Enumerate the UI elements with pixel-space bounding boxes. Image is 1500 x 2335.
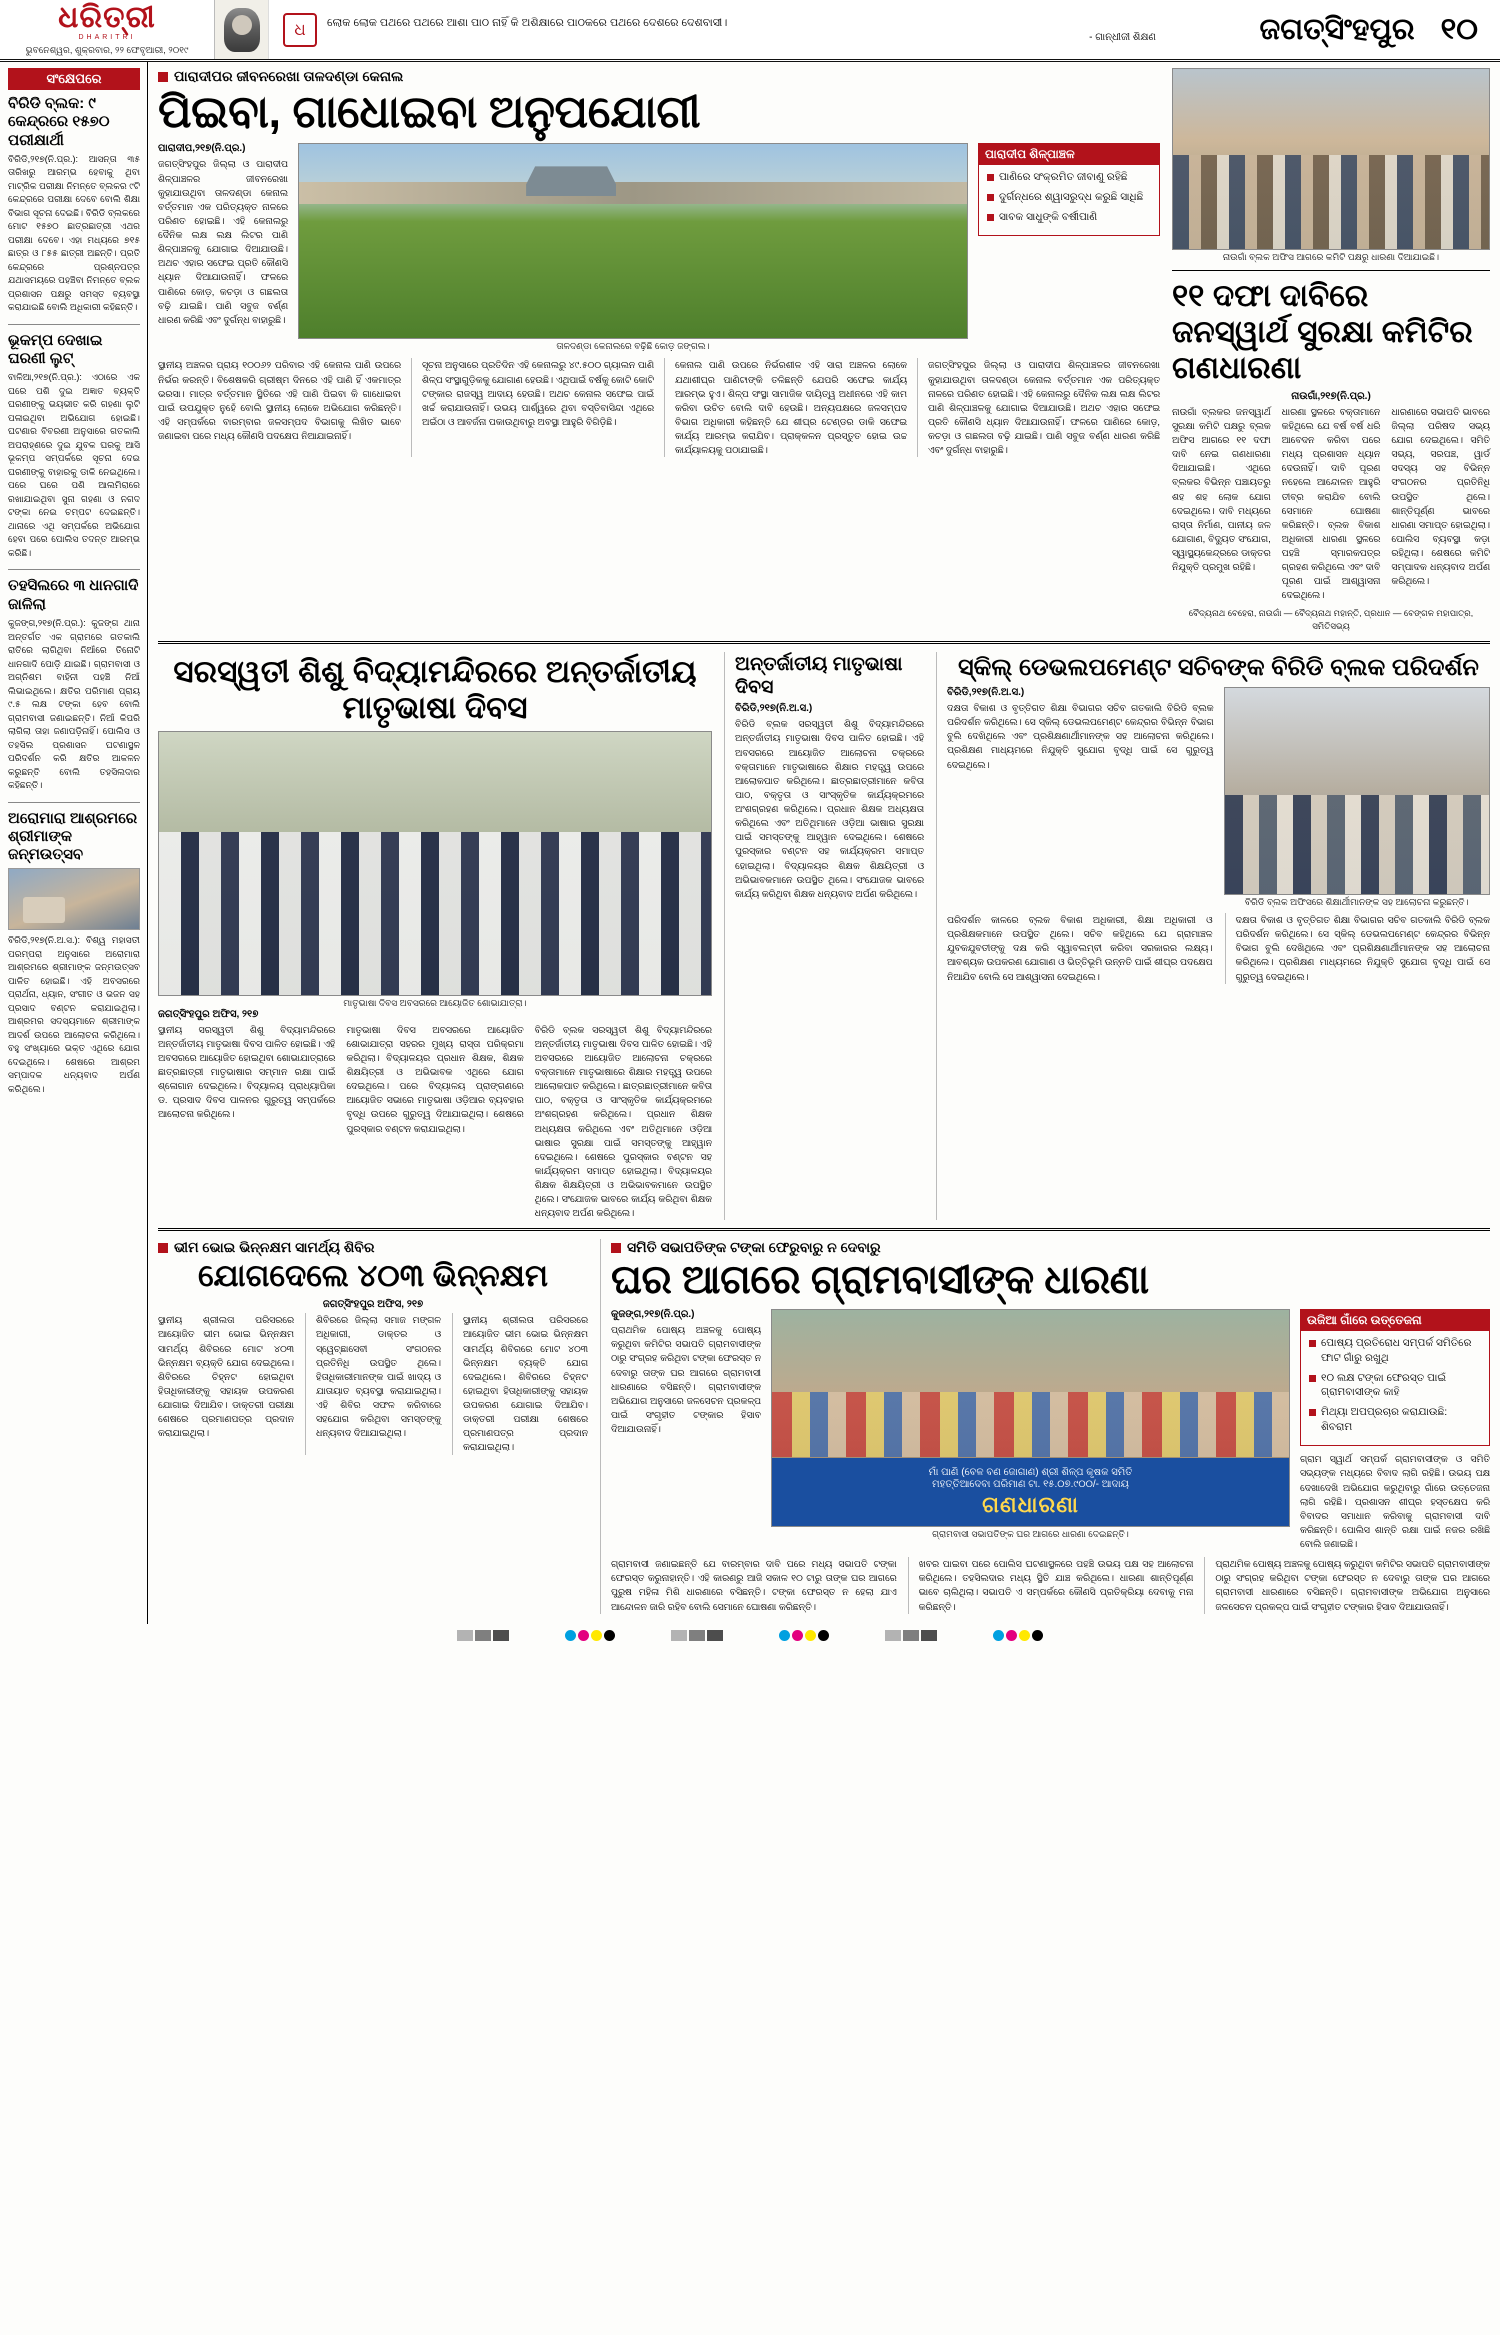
protest-banner [772,1458,1289,1526]
village-tension-item: ପୋଷ୍ୟ ପ୍ରତିରୋଧ ସମ୍ପର୍କ ସମିତିରେ ଫାଟ ଗାଁରୁ ରଖୁଥି [1309,1336,1481,1365]
saraswati-headline: ସରସ୍ୱତୀ ଶିଶୁ ବିଦ୍ୟାମନ୍ଦିରରେ ଅନ୍ତର୍ଜାତୀୟ ମାତୃଭାଷା ଦିବସ [173,653,697,725]
committee-dateline: ନାଉଗାଁ,୨୧୭(ନି.ପ୍ର.) [1291,390,1371,402]
canal-photo-caption: ତାଳଦଣ୍ଡା କେନାଲରେ ବଢ଼ିଛି କୋଡ଼ ଜଙ୍ଗଲ। [556,341,710,352]
village-tension-box-header: ଉଜିଆ ଗାଁରେ ଉତ୍ତେଜନା [1301,1310,1489,1331]
skill-text-2: ପରିଦର୍ଶନ କାଳରେ ବ୍ଲକ ବିକାଶ ଅଧିକାରୀ, ଶିକ୍ଷା ଅଧିକାରୀ ଓ ପ୍ରଶିକ୍ଷକମାନେ ଉପସ୍ଥିତ ଥିଲେ। ସଚିବ କହିଥିଲେ ଯେ ଗ୍ରାମାଞ୍ଚଳ ଯୁବକଯୁବତୀଙ୍କୁ ଦକ୍ଷ କରି ସ୍ୱାବଲମ୍ବୀ କରିବା ସରକାରର ଲକ୍ଷ୍ୟ। ଆବଶ୍ୟକ ଉପକରଣ ଯୋଗାଣ ଓ ଭିତ୍ତିଭୂମି ଉନ୍ନତି ପାଇଁ ଶୀଘ୍ର ପଦକ୍ଷେପ ନିଆଯିବ ବୋଲି ସେ ଆଶ୍ୱାସନା ଦେଇଥିଲେ। [947,915,1213,982]
yellow-dot-icon [1019,1630,1030,1641]
lead-dateline: ପାରାଦୀପ,୨୧୭(ନି.ପ୍ର.) [158,143,246,155]
committee-signatories: ବୈଦ୍ୟନାଥ ବେହେରା, ନାଉଗାଁ — ବୈଦ୍ୟନାଥ ମହାନ୍ତି, ପ୍ରଧାନ — ବେଙ୍ଗଳ ମହାପାତ୍ର, ସମିତିସଭ୍ୟ [1188,607,1474,631]
page-grid [0,62,1500,1624]
highlights-box-header: ପାରାଦୀପ ଶିଳ୍ପାଞ୍ଚଳ [979,144,1159,165]
masthead-quote [269,0,1170,59]
dharana-story [600,1239,1490,1613]
dharana-col-1 [611,1309,761,1551]
bhima-dateline: ଜଗତ୍‌ସିଂହପୁର ଅଫିସ, ୨୧୭ [322,1299,424,1311]
print-registration-bar [0,1624,1500,1651]
brief-body: କୁଜଙ୍ଗ,୨୧୭(ନି.ପ୍ର.): କୁଜଙ୍ଗ ଥାନା ଅନ୍ତର୍ଗତ ଏକ ଗ୍ରାମରେ ଗତକାଲି ରାତିରେ ଲାଗିଥିବା ନିଆଁରେ ତିନୋଟି ଧାନଗାଦି ପୋଡି଼ ଯାଇଛି। ଗ୍ରାମବାସୀ ଓ ଅଗ୍ନିଶମ ବାହିନୀ ପହଞ୍ଚି ନିଆଁ ଲିଭାଇଥିଲେ। କ୍ଷତିର ପରିମାଣ ପ୍ରାୟ ୯.୫ ଲକ୍ଷ ଟଙ୍କା ହେବ ବୋଲି ଗ୍ରାମବାସୀ ଜଣାଇଛନ୍ତି। ନିଆଁ କିପରି ଲାଗିଲା ତାହା ଜଣାପଡି଼ନାହିଁ। ପୋଲିସ ଓ ତହସିଲ ପ୍ରଶାସନ ଘଟଣାସ୍ଥଳ ପରିଦର୍ଶନ କରି କ୍ଷତିର ଆକଳନ କରୁଛନ୍ତି ବୋଲି ତହସିଲଦାର କହିଛନ୍ତି। [8,618,140,791]
gray-swatches [885,1630,937,1641]
gray-swatch [671,1630,687,1641]
skill-dateline: ବିରିଡି,୨୧୭(ନି.ଅ.ସ.) [947,687,1025,699]
edition-place-block [1170,0,1500,59]
bhima-text-1: ସ୍ଥାନୀୟ ଶ୍ରୀଲତା ପରିସରରେ ଆୟୋଜିତ ଭୀମ ଭୋଇ ଭିନ୍ନକ୍ଷମ ସାମର୍ଥ୍ୟ ଶିବିରରେ ମୋଟ ୪୦୩ ଭିନ୍ନକ୍ଷମ ବ୍ୟକ୍ତି ଯୋଗ ଦେଇଥିଲେ। ଶିବିରରେ ଚିହ୍ନଟ ହୋଇଥିବା ହିତାଧିକାରୀଙ୍କୁ ସହାୟକ ଉପକରଣ ଯୋଗାଇ ଦିଆଯିବ। ଡାକ୍ତରୀ ପରୀକ୍ଷା ଶେଷରେ ପ୍ରମାଣପତ୍ର ପ୍ରଦାନ କରାଯାଇଥିଲା। [158,1315,294,1439]
office-visit-photo [1224,687,1491,895]
skill-text-block [947,687,1214,908]
brief-photo [8,868,140,930]
divider [1172,270,1490,271]
gray-swatches [457,1630,509,1641]
bullet-square-icon [158,72,168,82]
committee-text-1: ନାଉଗାଁ ବ୍ଲକର ଜନସ୍ୱାର୍ଥ ସୁରକ୍ଷା କମିଟି ପକ୍ଷରୁ ବ୍ଲକ ଅଫିସ ଆଗରେ ୧୧ ଦଫା ଦାବି ନେଇ ଗଣଧାରଣା ଦିଆଯାଇଛି। ଏଥିରେ ବ୍ଲକର ବିଭିନ୍ନ ପଞ୍ଚାୟତରୁ ଶହ ଶହ ଲୋକ ଯୋଗ ଦେଇଥିଲେ। ଦାବି ମଧ୍ୟରେ ରାସ୍ତା ନିର୍ମାଣ, ପାନୀୟ ଜଳ ଯୋଗାଣ, ବିଦ୍ୟୁତ ସଂଯୋଗ, ସ୍ୱାସ୍ଥ୍ୟକେନ୍ଦ୍ରରେ ଡାକ୍ତର ନିଯୁକ୍ତି ପ୍ରମୁଖ ରହିଛି। [1172,406,1271,573]
black-dot-icon [1032,1630,1043,1641]
committee-photo-caption: ନାଉଗାଁ ବ୍ଲକ ଅଫିସ ଆଗରେ କମିଟି ପକ୍ଷରୁ ଧାରଣା ଦିଆଯାଇଛି। [1222,252,1440,262]
main-content [148,62,1500,1624]
section-divider [158,641,1490,644]
section-divider [158,1228,1490,1231]
bhima-kicker-text: ଭୀମ ଭୋଇ ଭିନ୍ନକ୍ଷମ ସାମର୍ଥ୍ୟ ଶିବିର [174,1239,375,1256]
brief-body: ବିରିଡି,୨୧୭(ନି.ଅ.ସ.): ବିଶ୍ୱ ମହାସତୀ ପରମ୍ପରା ଅନୁସାରେ ଅରୋମାରା ଆଶ୍ରମରେ ଶ୍ରୀମାଙ୍କ ଜନ୍ମଉତ୍ସବ ପାଳିତ ହୋଇଛି। ଏହି ଅବସରରେ ପ୍ରାର୍ଥନା, ଧ୍ୟାନ, ସଂଗୀତ ଓ ଭଜନ ସହ ପ୍ରସାଦ ବଣ୍ଟନ କରାଯାଇଥିଲା। ଆଶ୍ରମର ସଦସ୍ୟମାନେ ଶ୍ରୀମାଙ୍କ ଆଦର୍ଶ ଉପରେ ଆଲୋଚନା କରିଥିଲେ। ବହୁ ସଂଖ୍ୟାରେ ଭକ୍ତ ଏଥିରେ ଯୋଗ ଦେଇଥିଲେ। ଶେଷରେ ଆଶ୍ରମ ସମ୍ପାଦକ ଧନ୍ୟବାଦ ଅର୍ପଣ କରିଥିଲେ। [8,935,140,1094]
village-tension-item: ୧୦ ଲକ୍ଷ ଟଙ୍କା ଫେରସ୍ତ ପାଇଁ ଗ୍ରାମବାସୀଙ୍କ କାହି [1309,1371,1481,1400]
magenta-dot-icon [578,1630,589,1641]
highlight-item: ଦୁର୍ଗନ୍ଧରେ ଶ୍ୱାସରୁଦ୍ଧ କରୁଛି ସାଧିଛି [987,190,1151,205]
brief-item[interactable] [8,577,140,792]
gray-swatch [707,1630,723,1641]
cyan-dot-icon [565,1630,576,1641]
lead-headline: ପିଇବା, ଗାଧୋଇବା ଅନୁପଯୋଗୀ [158,86,701,137]
cyan-dot-icon [779,1630,790,1641]
masthead [0,0,1500,62]
committee-photo [1172,68,1490,250]
brief-title: ଅରୋମାରା ଆଶ୍ରମରେ ଶ୍ରୀମାଙ୍କ ଜନ୍ମଉତ୍ସବ [8,809,138,864]
briefs-header: ସଂକ୍ଷେପରେ [8,68,140,90]
dharana-dateline: କୁଜଙ୍ଗ,୨୧୭(ନି.ପ୍ର.) [611,1309,695,1321]
skill-text-1: ଦକ୍ଷତା ବିକାଶ ଓ ବୃତ୍ତିଗତ ଶିକ୍ଷା ବିଭାଗର ସଚିବ ଗତକାଲି ବିରିଡି ବ୍ଲକ ପରିଦର୍ଶନ କରିଥିଲେ। ସେ ସ୍କିଲ୍ ଡେଭଲପମେଣ୍ଟ କେନ୍ଦ୍ରର ବିଭିନ୍ନ ବିଭାଗ ବୁଲି ଦେଖିଥିଲେ ଏବଂ ପ୍ରଶିକ୍ଷଣାର୍ଥୀମାନଙ୍କ ସହ ଆଲୋଚନା କରିଥିଲେ। ପ୍ରଶିକ୍ଷଣ ମାଧ୍ୟମରେ ନିଯୁକ୍ତି ସୁଯୋଗ ବୃଦ୍ଧି ପାଇଁ ସେ ଗୁରୁତ୍ୱ ଦେଇଥିଲେ। [947,703,1214,770]
lead-photo-block [298,143,968,352]
edition-place: ଜଗତ୍‌ସିଂହପୁର [1259,12,1415,46]
skill-photo-block [1224,687,1491,908]
edition-date: ଭୁବନେଶ୍ୱର, ଶୁକ୍ରବାର, ୨୨ ଫେବୃଆରୀ, ୨୦୧୯ [25,45,189,55]
brand-name-latin: DHARITRI [78,34,136,41]
cmyk-dots-center [779,1630,829,1641]
yellow-dot-icon [591,1630,602,1641]
village-tension-box [1300,1309,1490,1446]
lead-col-1 [158,143,288,352]
brand-name: ଧରିତ୍ରୀ [58,1,156,34]
divider [8,802,140,803]
portrait-photo [215,0,269,59]
dharana-headline: ଘର ଆଗରେ ଗ୍ରାମବାସୀଙ୍କ ଧାରଣା [611,1258,1149,1303]
divider [8,569,140,570]
page-number: ୧୦ [1440,12,1478,46]
dharana-text-4: ଗ୍ରାମ ସ୍ୱାର୍ଥ ସମ୍ପର୍କ ଗ୍ରାମବାସୀଙ୍କ ଓ ସମିତି ସଭ୍ୟଙ୍କ ମଧ୍ୟରେ ବିବାଦ ଲାଗି ରହିଛି। ଉଭୟ ପକ୍ଷ ଦେଖାଦେଖି ଅଭିଯୋଗ କରୁଥିବାରୁ ଗାଁରେ ଉତ୍ତେଜନା ଲାଗି ରହିଛି। ପ୍ରଶାସନ ଶୀଘ୍ର ହସ୍ତକ୍ଷେପ କରି ବିବାଦର ସମାଧାନ କରିବାକୁ ଗ୍ରାମବାସୀ ଦାବି କରିଛନ୍ତି। ପୋଲିସ ଶାନ୍ତି ରକ୍ଷା ପାଇଁ ନଜର ରଖିଛି ବୋଲି ଜଣାଇଛି। [1300,1454,1490,1550]
dharana-text-5: ପ୍ରାଥମିକ ପୋଷ୍ୟ ଅଞ୍ଚଳକୁ ପୋଷ୍ୟ କରୁଥିବା କମିଟିର ସଭାପତି ଗ୍ରାମବାସୀଙ୍କ ଠାରୁ ସଂଗ୍ରହ କରିଥିବା ଟଙ୍କା ଫେରସ୍ତ ନ ଦେବାରୁ ତାଙ୍କ ଘର ଆଗରେ ଗ୍ରାମବାସୀ ଧାରଣାରେ ବସିଛନ୍ତି। ଗ୍ରାମବାସୀଙ୍କ ଅଭିଯୋଗ ଅନୁସାରେ ଜଳସେଚନ ପ୍ରକଳ୍ପ ପାଇଁ ସଂଗୃହୀତ ଟଙ୍କାର ହିସାବ ଦିଆଯାଉନାହିଁ। [1204,1557,1490,1614]
bhima-kicker [158,1239,588,1256]
brief-title: ତହସିଲରେ ୩ ଧାନଗାଦି ଜାଳିଲା [8,577,139,613]
gray-swatch [885,1630,901,1641]
dharana-text-1: ପ୍ରାଥମିକ ପୋଷ୍ୟ ଅଞ୍ଚଳକୁ ପୋଷ୍ୟ କରୁଥିବା କମିଟିର ସଭାପତି ଗ୍ରାମବାସୀଙ୍କ ଠାରୁ ସଂଗ୍ରହ କରିଥିବା ଟଙ୍କା ଫେରସ୍ତ ନ ଦେବାରୁ ତାଙ୍କ ଘର ଆଗରେ ଗ୍ରାମବାସୀ ଧାରଣାରେ ବସିଛନ୍ତି। ଗ୍ରାମବାସୀଙ୍କ ଅଭିଯୋଗ ଅନୁସାରେ ଜଳସେଚନ ପ୍ରକଳ୍ପ ପାଇଁ ସଂଗୃହୀତ ଟଙ୍କାର ହିସାବ ଦିଆଯାଉନାହିଁ। [611,1325,761,1435]
skill-text-3: ଦକ୍ଷତା ବିକାଶ ଓ ବୃତ୍ତିଗତ ଶିକ୍ଷା ବିଭାଗର ସଚିବ ଗତକାଲି ବିରିଡି ବ୍ଲକ ପରିଦର୍ଶନ କରିଥିଲେ। ସେ ସ୍କିଲ୍ ଡେଭଲପମେଣ୍ଟ କେନ୍ଦ୍ରର ବିଭିନ୍ନ ବିଭାଗ ବୁଲି ଦେଖିଥିଲେ ଏବଂ ପ୍ରଶିକ୍ଷଣାର୍ଥୀମାନଙ୍କ ସହ ଆଲୋଚନା କରିଥିଲେ। ପ୍ରଶିକ୍ଷଣ ମାଧ୍ୟମରେ ନିଯୁକ୍ତି ସୁଯୋଗ ବୃଦ୍ଧି ପାଇଁ ସେ ଗୁରୁତ୍ୱ ଦେଇଥିଲେ। [1225,913,1491,984]
lead-sidebox-block [978,143,1160,352]
matribhasha-story [724,652,924,1221]
committee-story [1172,68,1490,633]
magenta-dot-icon [1006,1630,1017,1641]
quote-author: - ଗାନ୍ଧୀଜୀ ଶିକ୍ଷଣ [1089,32,1156,44]
committee-headline: ୧୧ ଦଫା ଦାବିରେ ଜନସ୍ୱାର୍ଥ ସୁରକ୍ଷା କମିଟିର ଗଣଧାରଣା [1172,278,1473,385]
matribhasha-headline: ଅନ୍ତର୍ଜାତୀୟ ମାତୃଭାଷା ଦିବସ [735,653,903,698]
gray-swatch [457,1630,473,1641]
bhima-text-2: ଶିବିରରେ ଜିଲ୍ଲା ସମାଜ ମଙ୍ଗଳ ଅଧିକାରୀ, ଡାକ୍ତର ଓ ସ୍ୱେଚ୍ଛାସେବୀ ସଂଗଠନର ପ୍ରତିନିଧି ଉପସ୍ଥିତ ଥିଲେ। ହିତାଧିକାରୀମାନଙ୍କ ପାଇଁ ଖାଦ୍ୟ ଓ ଯାତାୟାତ ବ୍ୟବସ୍ଥା କରାଯାଇଥିଲା। ଏହି ଶିବିର ସଫଳ କରିବାରେ ସହଯୋଗ କରିଥିବା ସମସ୍ତଙ୍କୁ ଧନ୍ୟବାଦ ଦିଆଯାଇଥିଲା। [305,1313,441,1454]
brief-item[interactable] [8,95,140,315]
brief-title: ଭୂକମ୍ପ ଦେଖାଇ ଘରଣୀ ଲୁଟ୍ [8,331,103,368]
saraswati-story [158,652,712,1221]
matribhasha-text: ବିରିଡି ବ୍ଲକ ସରସ୍ୱତୀ ଶିଶୁ ବିଦ୍ୟାମନ୍ଦିରରେ ଅନ୍ତର୍ଜାତୀୟ ମାତୃଭାଷା ଦିବସ ପାଳିତ ହୋଇଛି। ଏହି ଅବସରରେ ଆୟୋଜିତ ଆଲୋଚନା ଚକ୍ରରେ ବକ୍ତାମାନେ ମାତୃଭାଷାରେ ଶିକ୍ଷାର ମହତ୍ତ୍ୱ ଉପରେ ଆଲୋକପାତ କରିଥିଲେ। ଛାତ୍ରଛାତ୍ରୀମାନେ କବିତା ପାଠ, ବକ୍ତୃତା ଓ ସାଂସ୍କୃତିକ କାର୍ଯ୍ୟକ୍ରମରେ ଅଂଶଗ୍ରହଣ କରିଥିଲେ। ପ୍ରଧାନ ଶିକ୍ଷକ ଅଧ୍ୟକ୍ଷତା କରିଥିଲେ ଏବଂ ଅତିଥିମାନେ ଓଡ଼ିଆ ଭାଷାର ସୁରକ୍ଷା ପାଇଁ ସମସ୍ତଙ୍କୁ ଆହ୍ୱାନ ଦେଇଥିଲେ। ଶେଷରେ ପୁରସ୍କାର ବଣ୍ଟନ ସହ କାର୍ଯ୍ୟକ୍ରମ ସମାପ୍ତ ହୋଇଥିଲା। ବିଦ୍ୟାଳୟର ଶିକ୍ଷକ ଶିକ୍ଷୟିତ୍ରୀ ଓ ଅଭିଭାବକମାନେ ଉପସ୍ଥିତ ଥିଲେ। ସଂଯୋଜକ ଭାବରେ କାର୍ଯ୍ୟ କରିଥିବା ଶିକ୍ଷକ ଧନ୍ୟବାଦ ଅର୍ପଣ କରିଥିଲେ। [735,719,924,899]
protest-banner-line1: ମାଁ ପାଣି (ବେଳ ବଣ ଜୋଗାଣ) ଶ୍ରୀ ଶିଳ୍ପ କୃଷକ ସମିତି [928,1466,1133,1478]
cyan-dot-icon [993,1630,1004,1641]
lead-kicker [158,68,1160,85]
portrait-silhouette-icon [224,8,260,52]
highlights-box [978,143,1160,236]
black-dot-icon [818,1630,829,1641]
briefs-column [0,62,148,1624]
skill-story [936,652,1490,1221]
office-visit-caption: ବିରିଡି ବ୍ଲକ ଅଫିସରେ ଶିକ୍ଷାର୍ଥୀମାନଙ୍କ ସହ ଆଲୋଚନା କରୁଛନ୍ତି। [1244,897,1469,908]
brief-body: ବିରିଡି,୨୧୭(ନି.ପ୍ର.): ଆସନ୍ତା ୩୫ ତାରିଖରୁ ଆରମ୍ଭ ହେବାକୁ ଥିବା ମାଟ୍ରିକ ପରୀକ୍ଷା ନିମନ୍ତେ ବ୍ଲକର ୯ଟି କେନ୍ଦ୍ରରେ ପରୀକ୍ଷା ଦେବେ ବୋଲି ଶିକ୍ଷା ବିଭାଗ ସୂଚନା ଦେଇଛି। ବିରିଡି ବ୍ଲକରେ ମୋଟ ୧୫୭୦ ଛାତ୍ରଛାତ୍ରୀ ଏଥର ପରୀକ୍ଷା ଦେବେ। ଏହା ମଧ୍ୟରେ ୭୧୫ ଛାତ୍ର ଓ ୮୫୫ ଛାତ୍ରୀ ଅଛନ୍ତି। ପ୍ରତି କେନ୍ଦ୍ରରେ ପ୍ରଶ୍ନପତ୍ର ଯଥାସମୟରେ ପହଞ୍ଚିବା ନିମନ୍ତେ ବ୍ଲକ ପ୍ରଶାସନ ପକ୍ଷରୁ ସମସ୍ତ ବ୍ୟବସ୍ଥା କରାଯାଇଛି ବୋଲି ଅଧିକାରୀ କହିଛନ୍ତି। [8,153,140,313]
saraswati-dateline: ଜଗତ୍‌ସିଂହପୁର ଅଫିସ, ୨୧୭ [158,1008,259,1020]
village-tension-item: ମିଥ୍ୟା ଅପପ୍ରଚାର କରାଯାଉଛି: ଶିବରାମ [1309,1405,1481,1434]
magenta-dot-icon [792,1630,803,1641]
canal-photo [298,143,968,339]
bullet-square-icon [611,1243,621,1253]
saraswati-text-1: ସ୍ଥାନୀୟ ସରସ୍ୱତୀ ଶିଶୁ ବିଦ୍ୟାମନ୍ଦିରରେ ଅନ୍ତର୍ଜାତୀୟ ମାତୃଭାଷା ଦିବସ ପାଳିତ ହୋଇଛି। ଏହି ଅବସରରେ ଆୟୋଜିତ ହୋଇଥିବା ଶୋଭାଯାତ୍ରାରେ ଛାତ୍ରଛାତ୍ରୀ ମାତୃଭାଷାର ସମ୍ମାନ ରକ୍ଷା ପାଇଁ ଶ୍ଳୋଗାନ ଦେଇଥିଲେ। ବିଦ୍ୟାଳୟ ପ୍ରାଧ୍ୟାପିକା ଡ. ପ୍ରସାଦ ଦିବସ ପାଳନର ଗୁରୁତ୍ୱ ସମ୍ପର୍କରେ ଆଲୋଚନା କରିଥିଲେ। [158,1024,336,1120]
students-photo-caption: ମାତୃଭାଷା ଦିବସ ଅବସରରେ ଆୟୋଜିତ ଶୋଭାଯାତ୍ରା। [343,997,527,1008]
quote-text: ଲୋକ ଲୋକ ପଥରେ ପଥରେ ଆଶା ପାଠ ନାହିଁ କି ଅଶିକ୍ଷାରେ ପାଠକରେ ପଥରେ ଦେଶରେ ଦେଶବାସୀ। [327,16,728,29]
committee-text-2: ଧାରଣା ସ୍ଥଳରେ ବକ୍ତାମାନେ କହିଥିଲେ ଯେ ବର୍ଷ ବର୍ଷ ଧରି ଆବେଦନ କରିବା ପରେ ମଧ୍ୟ ପ୍ରଶାସନ ଧ୍ୟାନ ଦେଉନାହିଁ। ଦାବି ପୂରଣ ନହେଲେ ଆନ୍ଦୋଳନ ଆହୁରି ତୀବ୍ର କରାଯିବ ବୋଲି ସେମାନେ ଘୋଷଣା କରିଛନ୍ତି। ବ୍ଲକ ବିକାଶ ଅଧିକାରୀ ଧାରଣା ସ୍ଥଳରେ ପହଞ୍ଚି ସ୍ମାରକପତ୍ର ଗ୍ରହଣ କରିଥିଲେ ଏବଂ ଦାବି ପୂରଣ ପାଇଁ ଆଶ୍ୱାସନା ଦେଇଥିଲେ। [1281,406,1381,601]
bhima-headline: ଯୋଗଦେଲେ ୪୦୩ ଭିନ୍ନକ୍ଷମ [197,1258,549,1294]
dharana-box-block [1300,1309,1490,1551]
lead-text-4: କେନାଲ ପାଣି ଉପରେ ନିର୍ଭରଶୀଳ ଏହି ସାରା ଅଞ୍ଚଳର ଲୋକେ ଯଥାଶୀଘ୍ର ପାଣିଟାଙ୍କି ତଳିଛନ୍ତି ଯେପରି ସଫେଇ କାର୍ଯ୍ୟ ଆରମ୍ଭ ହୁଏ। ଶିଳ୍ପ ସଂସ୍ଥା ସାମାଜିକ ଦାୟିତ୍ୱ ଅଧୀନରେ ଏହି କାମ କରିବା ଉଚିତ ବୋଲି ଦାବି ହେଉଛି। ଅନ୍ୟପକ୍ଷରେ ଜଳସମ୍ପଦ ବିଭାଗ ଅଧିକାରୀ କହିଛନ୍ତି ଯେ ଶୀଘ୍ର ଟେଣ୍ଡର ଡାକି ସଫେଇ କାର୍ଯ୍ୟ ଆରମ୍ଭ କରାଯିବ। ପ୍ରାକ୍କଳନ ପ୍ରସ୍ତୁତ ହୋଇ ଉଚ୍ଚ କାର୍ଯ୍ୟାଳୟକୁ ପଠାଯାଇଛି। [664,358,907,457]
cmyk-dots-left [565,1630,615,1641]
dharana-kicker-text: ସମିତି ସଭାପତିଙ୍କ ଟଙ୍କା ଫେରୁବାରୁ ନ ଦେବାରୁ [627,1239,881,1256]
yellow-dot-icon [805,1630,816,1641]
brief-item[interactable] [8,810,140,1097]
brief-item[interactable] [8,332,140,561]
cmyk-dots-right [993,1630,1043,1641]
bhima-text-3: ସ୍ଥାନୀୟ ଶ୍ରୀଲତା ପରିସରରେ ଆୟୋଜିତ ଭୀମ ଭୋଇ ଭିନ୍ନକ୍ଷମ ସାମର୍ଥ୍ୟ ଶିବିରରେ ମୋଟ ୪୦୩ ଭିନ୍ନକ୍ଷମ ବ୍ୟକ୍ତି ଯୋଗ ଦେଇଥିଲେ। ଶିବିରରେ ଚିହ୍ନଟ ହୋଇଥିବା ହିତାଧିକାରୀଙ୍କୁ ସହାୟକ ଉପକରଣ ଯୋଗାଇ ଦିଆଯିବ। ଡାକ୍ତରୀ ପରୀକ୍ଷା ଶେଷରେ ପ୍ରମାଣପତ୍ର ପ୍ରଦାନ କରାଯାଇଥିଲା। [452,1313,588,1454]
skill-headline: ସ୍କିଲ୍ ଡେଭଲପମେଣ୍ଟ ସଚିବଙ୍କ ବିରିଡି ବ୍ଲକ ପରିଦର୍ଶନ [958,653,1479,681]
lead-kicker-text: ପାରାଦୀପର ଜୀବନରେଖା ତାଳଦଣ୍ଡା କେନାଲ [174,68,404,84]
protest-banner-amount: ମହତ୍ତିଆଦେବା ପରିମାଣ ଟା. ୧୫.୦୭.୯୦୦/- ଆଦାୟ [932,1479,1129,1491]
gray-swatches [671,1630,723,1641]
dharana-kicker [611,1239,1490,1256]
saraswati-text-2: ମାତୃଭାଷା ଦିବସ ଅବସରରେ ଆୟୋଜିତ ଶୋଭାଯାତ୍ରା ସହରର ମୁଖ୍ୟ ରାସ୍ତା ପରିକ୍ରମା କରିଥିଲା। ବିଦ୍ୟାଳୟର ପ୍ରଧାନ ଶିକ୍ଷକ, ଶିକ୍ଷକ ଶିକ୍ଷୟିତ୍ରୀ ଓ ଅଭିଭାବକ ଏଥିରେ ଯୋଗ ଦେଇଥିଲେ। ପରେ ବିଦ୍ୟାଳୟ ପ୍ରାଙ୍ଗଣରେ ଆୟୋଜିତ ସଭାରେ ମାତୃଭାଷା ଓଡ଼ିଆର ବ୍ୟବହାର ବୃଦ୍ଧି ଉପରେ ଗୁରୁତ୍ୱ ଦିଆଯାଇଥିଲା। ଶେଷରେ ପୁରସ୍କାର ବଣ୍ଟନ କରାଯାଇଥିଲା। [346,1024,524,1134]
lead-text-1: ଜଗତ୍‌ସିଂହପୁର ଜିଲ୍ଲା ଓ ପାରାଦୀପ ଶିଳ୍ପାଞ୍ଚଳର ଜୀବନରେଖା କୁହାଯାଉଥିବା ତାଳଦଣ୍ଡା କେନାଲ ବର୍ତ୍ତମାନ ଏକ ପରିତ୍ୟକ୍ତ ନାଳରେ ପରିଣତ ହୋଇଛି। ଏହି କେନାଲରୁ ଦୈନିକ ଲକ୍ଷ ଲକ୍ଷ ଲିଟର ପାଣି ଶିଳ୍ପାଞ୍ଚଳକୁ ଯୋଗାଇ ଦିଆଯାଉଛି। ଅଥଚ ଏହାର ସଫେଇ ପ୍ରତି କୌଣସି ଧ୍ୟାନ ଦିଆଯାଉନାହିଁ। ଫଳରେ ପାଣିରେ କୋଡ଼, କଚଡ଼ା ଓ ଗଛଲତା ବଢ଼ି ଯାଇଛି। ପାଣି ସବୁଜ ବର୍ଣ୍ଣ ଧାରଣ କରିଛି ଏବଂ ଦୁର୍ଗନ୍ଧ ବାହାରୁଛି। [158,159,288,325]
protest-photo [771,1309,1290,1527]
saraswati-text-3: ବିରିଡି ବ୍ଲକ ସରସ୍ୱତୀ ଶିଶୁ ବିଦ୍ୟାମନ୍ଦିରରେ ଅନ୍ତର୍ଜାତୀୟ ମାତୃଭାଷା ଦିବସ ପାଳିତ ହୋଇଛି। ଏହି ଅବସରରେ ଆୟୋଜିତ ଆଲୋଚନା ଚକ୍ରରେ ବକ୍ତାମାନେ ମାତୃଭାଷାରେ ଶିକ୍ଷାର ମହତ୍ତ୍ୱ ଉପରେ ଆଲୋକପାତ କରିଥିଲେ। ଛାତ୍ରଛାତ୍ରୀମାନେ କବିତା ପାଠ, ବକ୍ତୃତା ଓ ସାଂସ୍କୃତିକ କାର୍ଯ୍ୟକ୍ରମରେ ଅଂଶଗ୍ରହଣ କରିଥିଲେ। ପ୍ରଧାନ ଶିକ୍ଷକ ଅଧ୍ୟକ୍ଷତା କରିଥିଲେ ଏବଂ ଅତିଥିମାନେ ଓଡ଼ିଆ ଭାଷାର ସୁରକ୍ଷା ପାଇଁ ସମସ୍ତଙ୍କୁ ଆହ୍ୱାନ ଦେଇଥିଲେ। ଶେଷରେ ପୁରସ୍କାର ବଣ୍ଟନ ସହ କାର୍ଯ୍ୟକ୍ରମ ସମାପ୍ତ ହୋଇଥିଲା। ବିଦ୍ୟାଳୟର ଶିକ୍ଷକ ଶିକ୍ଷୟିତ୍ରୀ ଓ ଅଭିଭାବକମାନେ ଉପସ୍ଥିତ ଥିଲେ। ସଂଯୋଜକ ଭାବରେ କାର୍ଯ୍ୟ କରିଥିବା ଶିକ୍ଷକ ଧନ୍ୟବାଦ ଅର୍ପଣ କରିଥିଲେ। [534,1024,712,1219]
matribhasha-dateline: ବିରିଡି,୨୧୭(ନି.ଅ.ସ.) [735,703,813,715]
dharana-text-2: ଗ୍ରାମବାସୀ ଜଣାଇଛନ୍ତି ଯେ ବାରମ୍ବାର ଦାବି ପରେ ମଧ୍ୟ ସଭାପତି ଟଙ୍କା ଫେରସ୍ତ କରୁନାହାନ୍ତି। ଏହି କାରଣରୁ ଆଜି ସକାଳ ୧୦ ଟାରୁ ତାଙ୍କ ଘର ଆଗରେ ପୁରୁଷ ମହିଳା ମିଶି ଧାରଣାରେ ବସିଛନ୍ତି। ଟଙ୍କା ଫେରସ୍ତ ନ ହେଲା ଯାଏ ଆନ୍ଦୋଳନ ଜାରି ରହିବ ବୋଲି ସେମାନେ ଘୋଷଣା କରିଛନ୍ତି। [611,1559,897,1612]
brief-body: ବାଳିଆ,୨୧୭(ନି.ପ୍ର.): ଏଠାରେ ଏକ ଘରେ ପଶି ଦୁଇ ଅଜ୍ଞାତ ବ୍ୟକ୍ତି ଘରଣୀଙ୍କୁ ଭୟଭୀତ କରି ଗହଣା ଲୁଟି ପଳାଇଥିବା ଅଭିଯୋଗ ହୋଇଛି। ଘଟଣାର ବିବରଣୀ ଅନୁସାରେ ଗତକାଲି ଅପରାହ୍ଣରେ ଦୁଇ ଯୁବକ ଘରକୁ ଆସି ଭୂକମ୍ପ ସମ୍ପର୍କରେ ସୂଚନା ଦେଇ ଘରଣୀଙ୍କୁ ବାହାରକୁ ଡାକି ନେଇଥିଲେ। ପରେ ଘରେ ପଶି ଆଲମିରାରେ ରଖାଯାଇଥିବା ସୁନା ଗହଣା ଓ ନଗଦ ଟଙ୍କା ନେଇ ଚମ୍ପଟ ଦେଇଛନ୍ତି। ଥାନାରେ ଏଥି ସମ୍ପର୍କରେ ଅଭିଯୋଗ ହେବା ପରେ ପୋଲିସ ତଦନ୍ତ ଆରମ୍ଭ କରିଛି। [8,372,140,558]
dharana-text-3: ଖବର ପାଇବା ପରେ ପୋଲିସ ଘଟଣାସ୍ଥଳରେ ପହଞ୍ଚି ଉଭୟ ପକ୍ଷ ସହ ଆଲୋଚନା କରିଥିଲେ। ତହସିଲଦାର ମଧ୍ୟ ସ୍ଥିତି ଯାଞ୍ଚ କରିଥିଲେ। ଧାରଣା ଶାନ୍ତିପୂର୍ଣ୍ଣ ଭାବେ ଚାଲିଥିଲା। ସଭାପତି ଏ ସମ୍ପର୍କରେ କୌଣସି ପ୍ରତିକ୍ରିୟା ଦେବାକୁ ମନା କରିଛନ୍ତି। [908,1557,1194,1614]
highlight-item: ପାଣିରେ ସଂକ୍ରମିତ ଜୀବାଣୁ ରହିଛି [987,170,1151,185]
black-dot-icon [604,1630,615,1641]
gray-swatch [903,1630,919,1641]
lead-text-2: ସ୍ଥାନୀୟ ଅଞ୍ଚଳର ପ୍ରାୟ ୧୦୦୬୨ ପରିବାର ଏହି କେନାଲ ପାଣି ଉପରେ ନିର୍ଭର କରନ୍ତି। ବିଶେଷକରି ଗ୍ରୀଷ୍ମ ଦିନରେ ଏହି ପାଣି ହିଁ ଏକମାତ୍ର ଭରସା। ମାତ୍ର ବର୍ତ୍ତମାନ ସ୍ଥିତିରେ ଏହି ପାଣି ପିଇବା କି ଗାଧୋଇବା ପାଇଁ ଉପଯୁକ୍ତ ନୁହେଁ ବୋଲି ସ୍ଥାନୀୟ ଲୋକେ ଅଭିଯୋଗ କରିଛନ୍ତି। ଏହି ସମ୍ପର୍କରେ ବାରମ୍ବାର ଜଳସମ୍ପଦ ବିଭାଗକୁ ଲିଖିତ ଭାବେ ଜଣାଇବା ପରେ ମଧ୍ୟ କୌଣସି ପଦକ୍ଷେପ ନିଆଯାଇନାହିଁ। [158,360,401,442]
gray-swatch [689,1630,705,1641]
bhima-story [158,1239,588,1613]
highlight-item: ସାବକ ସାଧୁଙ୍କି ବର୍ଷୀପାଣି [987,210,1151,225]
protest-banner-line2: ଗଣଧାରଣା [982,1491,1079,1517]
dharitri-mark-icon: ଧ [283,13,317,47]
gray-swatch [493,1630,509,1641]
gray-swatch [921,1630,937,1641]
newspaper-logo[interactable] [0,0,215,59]
lead-story [158,68,1160,633]
lead-text-3: ସୂଚନା ଅନୁସାରେ ପ୍ରତିଦିନ ଏହି କେନାଲରୁ ୪୯.୫୦୦ ଗ୍ୟାଲନ ପାଣି ଶିଳ୍ପ ସଂସ୍ଥାଗୁଡ଼ିକକୁ ଯୋଗାଣ ହେଉଛି। ଏଥିପାଇଁ ବର୍ଷକୁ କୋଟି କୋଟି ଟଙ୍କାର ରାଜସ୍ୱ ଆଦାୟ ହେଉଛି। ଅଥଚ କେନାଲ ସଫେଇ ପାଇଁ ଖର୍ଚ୍ଚ କରାଯାଉନାହିଁ। ଉଭୟ ପାର୍ଶ୍ୱରେ ଥିବା ବସ୍ତିବାସିନ୍ଦା ଏଥିରେ ଅଇଁଠା ଓ ଆବର୍ଜନା ପକାଉଥିବାରୁ ଅବସ୍ଥା ଆହୁରି ବିଗିଡ଼ିଛି। [411,358,654,457]
students-procession-photo [158,731,712,996]
divider [8,324,140,325]
bullet-square-icon [158,1243,168,1253]
committee-text-3: ଧାରଣାରେ ସଭାପତି ଭାବରେ ଜିଲ୍ଲା ପରିଷଦ ସଭ୍ୟ ଯୋଗ ଦେଇଥିଲେ। ସମିତି ସଭ୍ୟ, ସରପଞ୍ଚ, ୱାର୍ଡ ସଦସ୍ୟ ସହ ବିଭିନ୍ନ ସଂଗଠନର ପ୍ରତିନିଧି ଉପସ୍ଥିତ ଥିଲେ। ଶାନ୍ତିପୂର୍ଣ୍ଣ ଭାବରେ ଧାରଣା ସମାପ୍ତ ହୋଇଥିଲା। ପୋଲିସ ବ୍ୟବସ୍ଥା କଡ଼ା ରହିଥିଲା। ଶେଷରେ କମିଟି ସମ୍ପାଦକ ଧନ୍ୟବାଦ ଅର୍ପଣ କରିଥିଲେ। [1391,406,1490,587]
brief-title: ବିରିଡି ବ୍ଲକ: ୯ କେନ୍ଦ୍ରରେ ୧୫୭୦ ପରୀକ୍ଷାର୍ଥୀ [8,95,110,149]
gray-swatch [475,1630,491,1641]
dharana-photo-block [771,1309,1290,1551]
lead-text-5: ଜଗତ୍‌ସିଂହପୁର ଜିଲ୍ଲା ଓ ପାରାଦୀପ ଶିଳ୍ପାଞ୍ଚଳର ଜୀବନରେଖା କୁହାଯାଉଥିବା ତାଳଦଣ୍ଡା କେନାଲ ବର୍ତ୍ତମାନ ଏକ ପରିତ୍ୟକ୍ତ ନାଳରେ ପରିଣତ ହୋଇଛି। ଏହି କେନାଲରୁ ଦୈନିକ ଲକ୍ଷ ଲକ୍ଷ ଲିଟର ପାଣି ଶିଳ୍ପାଞ୍ଚଳକୁ ଯୋଗାଇ ଦିଆଯାଉଛି। ଅଥଚ ଏହାର ସଫେଇ ପ୍ରତି କୌଣସି ଧ୍ୟାନ ଦିଆଯାଉନାହିଁ। ଫଳରେ ପାଣିରେ କୋଡ଼, କଚଡ଼ା ଓ ଗଛଲତା ବଢ଼ି ଯାଇଛି। ପାଣି ସବୁଜ ବର୍ଣ୍ଣ ଧାରଣ କରିଛି ଏବଂ ଦୁର୍ଗନ୍ଧ ବାହାରୁଛି। [917,358,1160,457]
protest-photo-caption: ଗ୍ରାମବାସୀ ସଭାପତିଙ୍କ ଘର ଆଗରେ ଧାରଣା ଦେଇଛନ୍ତି। [932,1529,1129,1540]
